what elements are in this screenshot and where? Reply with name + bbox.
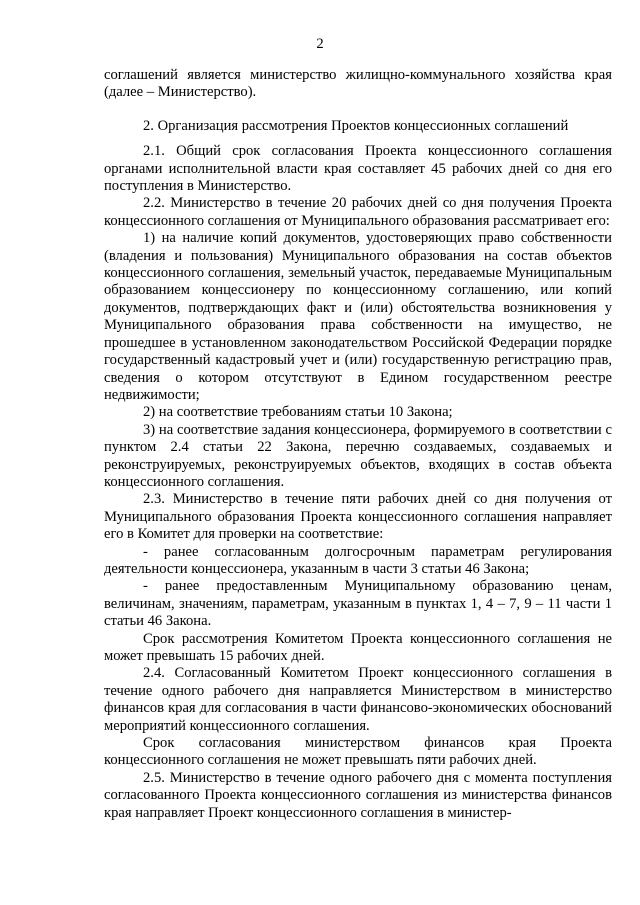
list-item-3: 3) на соответствие задания концессионера, формируемого в соответствии с пунктом 2.4 статьи 22 Закона, перечню создаваемых, создаваемых и реконструируемых, реконструируемых объектов, входящих в состав объекта концессионного соглашения.: [104, 421, 612, 490]
paragraph-2-5: 2.5. Министерство в течение одного рабочего дня с момента поступления согласованного Проекта концессионного соглашения из министерства финансов края направляет Проект концессионного соглашения в министер-: [104, 769, 612, 821]
paragraph-2-4: 2.4. Согласованный Комитетом Проект концессионного соглашения в течение одного рабочего дня направляется Министерством в министерство финансов края для согласования в части финансово-экономических обоснований мероприятий концессионного соглашения.: [104, 665, 612, 734]
list-item-1: 1) на наличие копий документов, удостоверяющих право собственности (владения и пользования) Муниципального образования на состав объектов концессионного соглашения, земельный участок, передаваемые Муниципальным образованием концессионеру по концессионному соглашению, или копий документов, подтверждающих факт и (или) обстоятельства возникновения у Муниципального образования права собственности на имущество, не прошедшее в установленном законодательством Российской Федерации порядке государственный кадастровый учет и (или) государственную регистрацию прав, сведения о котором отсутствуют в Едином государственном реестре недвижимости;: [104, 230, 612, 403]
list-item-2: 2) на соответствие требованиям статьи 10 Закона;: [143, 404, 453, 421]
paragraph-2-1: 2.1. Общий срок согласования Проекта концессионного соглашения органами исполнительной власти края составляет 45 рабочих дней со дня его поступления в Министерство.: [104, 143, 612, 195]
paragraph-committee-term: Срок рассмотрения Комитетом Проекта концессионного соглашения не может превышать 15 рабочих дней.: [104, 630, 612, 664]
paragraph-2-2: 2.2. Министерство в течение 20 рабочих дней со дня получения Проекта концессионного соглашения от Муниципального образования рассматривает его:: [104, 195, 612, 229]
paragraph-finance-term: Срок согласования министерством финансов края Проекта концессионного соглашения не может превышать пяти рабочих дней.: [104, 735, 612, 769]
paragraph-2-3: 2.3. Министерство в течение пяти рабочих дней со дня получения от Муниципального образования Проекта концессионного соглашения направляет его в Комитет для проверки на соответствие:: [104, 491, 612, 543]
section-heading: 2. Организация рассмотрения Проектов концессионных соглашений: [143, 117, 569, 134]
document-body: [104, 67, 612, 822]
page-number: 2: [316, 36, 324, 52]
dash-item-1: - ранее согласованным долгосрочным параметрам регулирования деятельности концессионера, указанным в части 3 статьи 46 Закона;: [104, 543, 612, 577]
dash-item-2: - ранее предоставленным Муниципальному образованию ценам, величинам, значениям, параметрам, указанным в пунктах 1, 4 – 7, 9 – 11 части 1 статьи 46 Закона.: [104, 578, 612, 630]
paragraph-intro-continuation: соглашений является министерство жилищно-коммунального хозяйства края (далее – Министерство).: [104, 67, 612, 101]
